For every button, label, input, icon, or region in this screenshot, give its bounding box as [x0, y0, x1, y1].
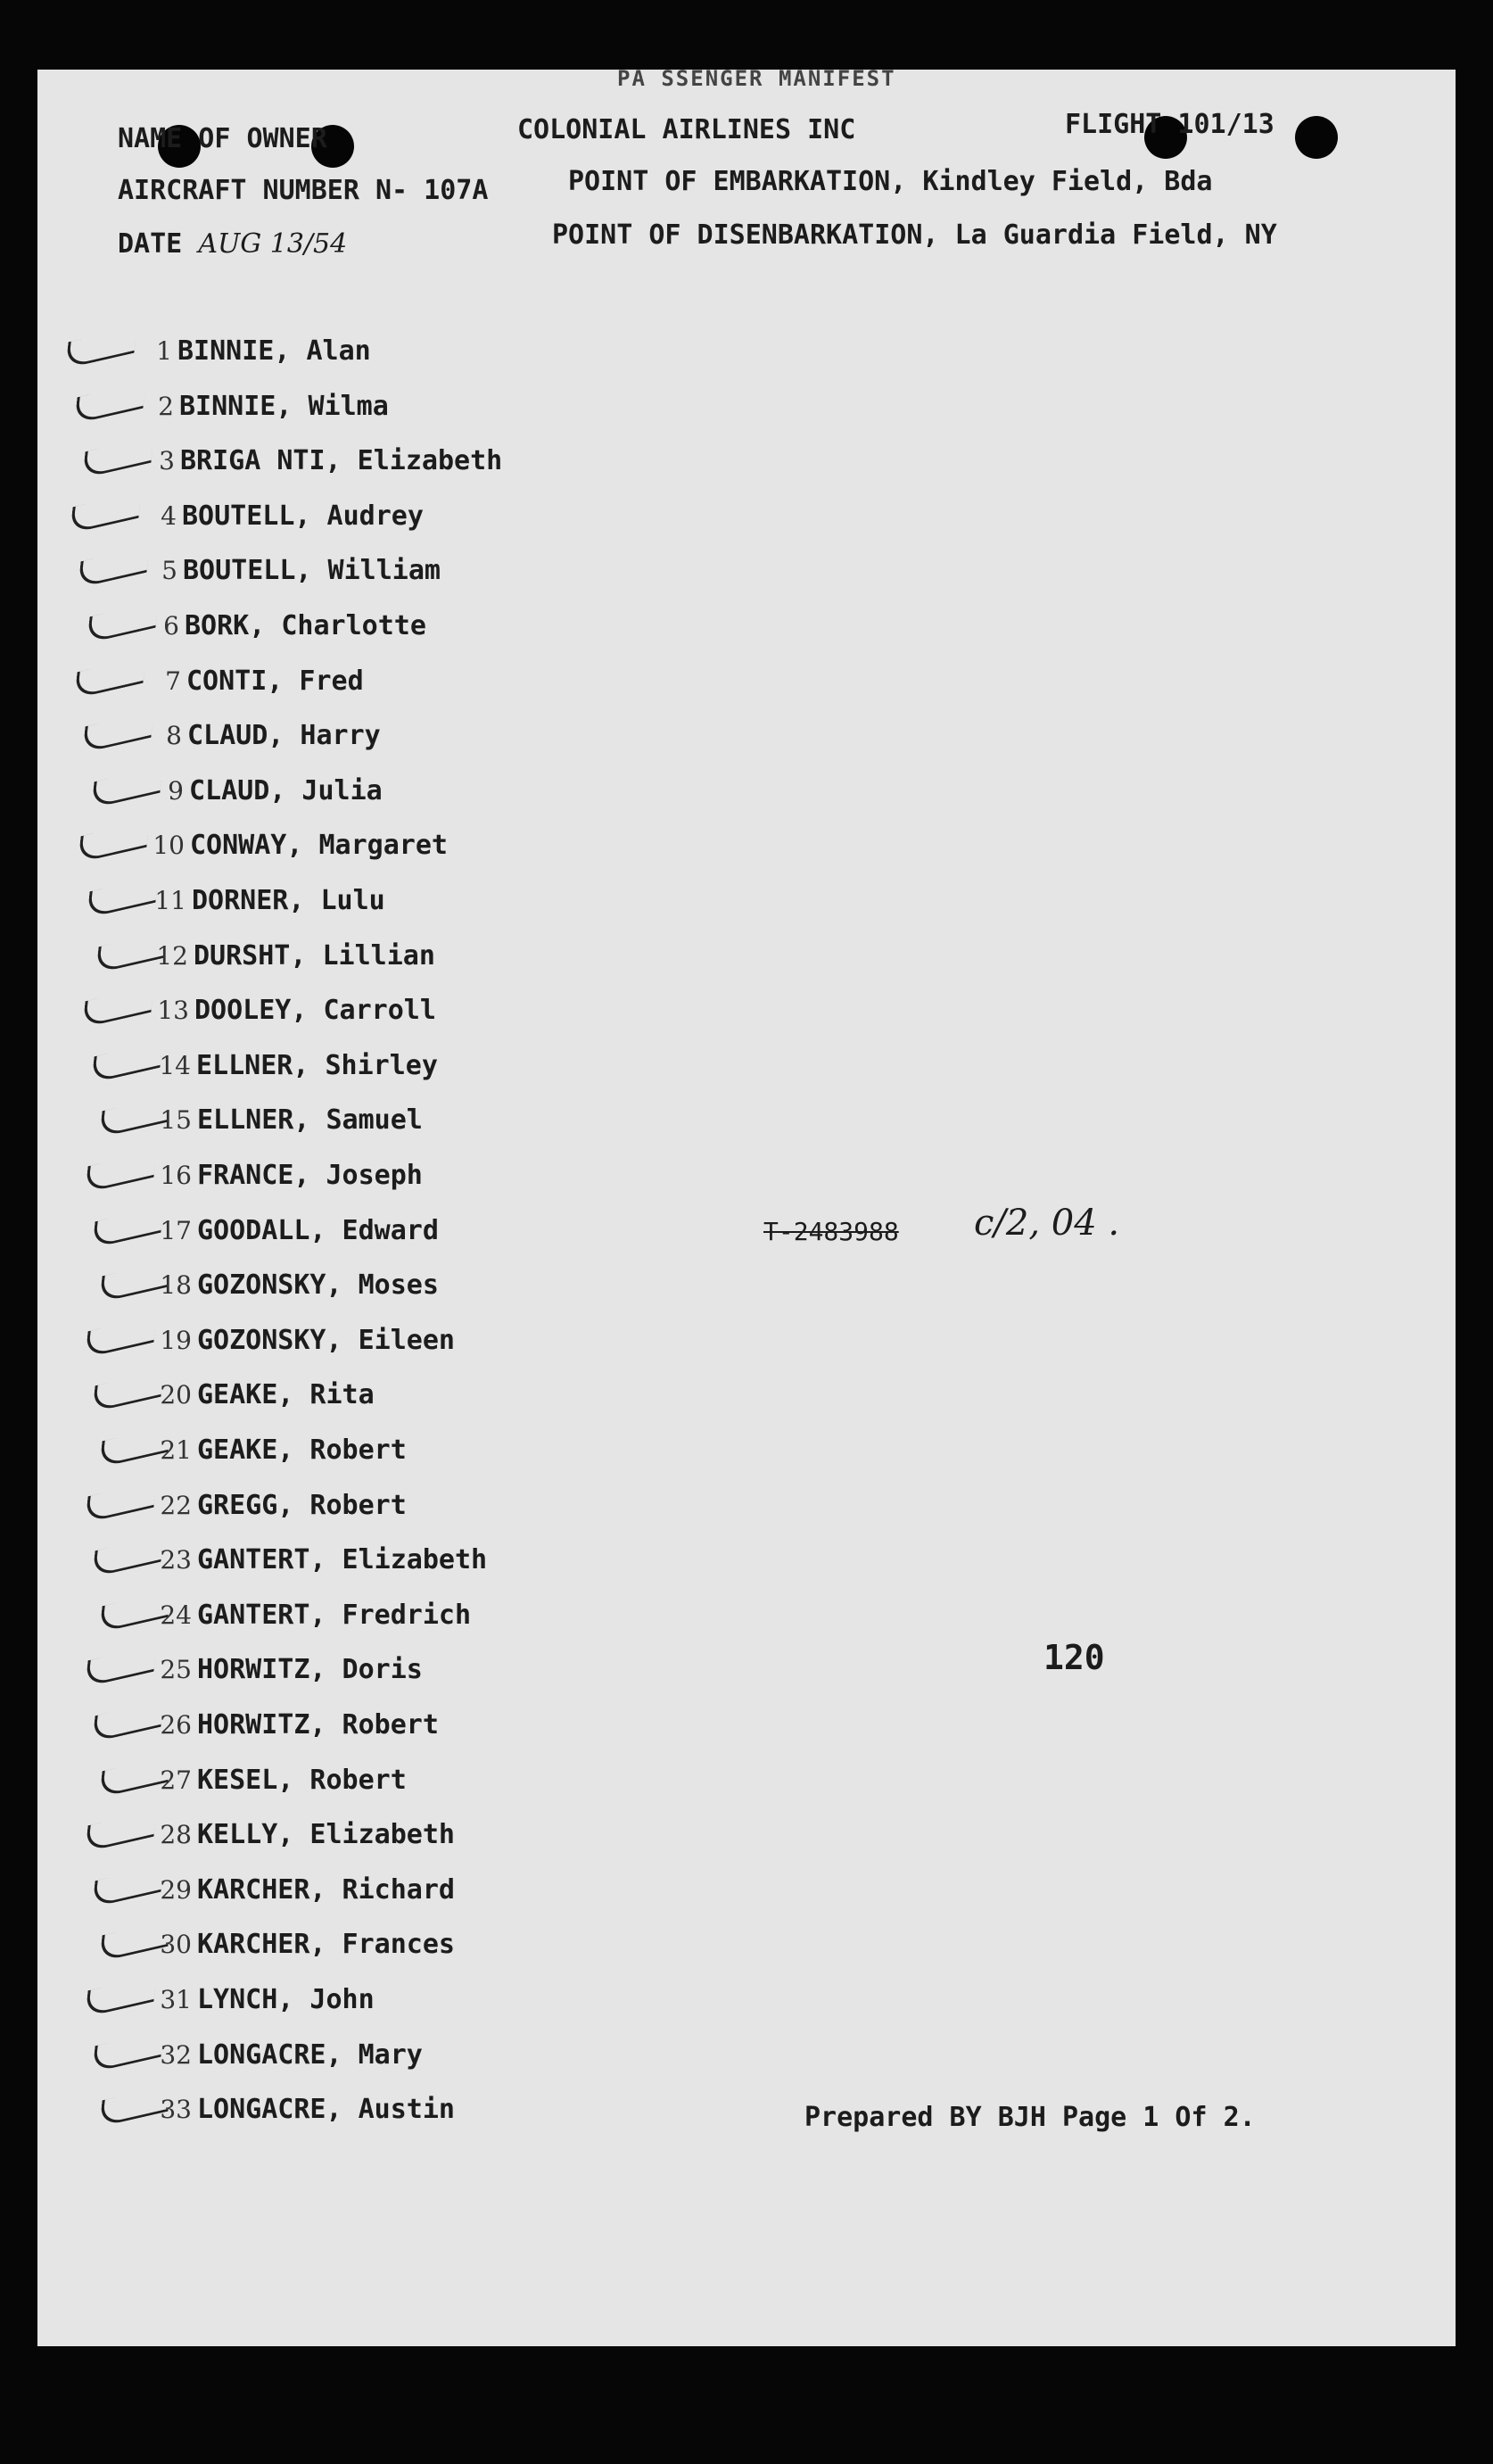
passenger-row	[151, 1160, 423, 1191]
passenger-name: GOODALL, Edward	[197, 1215, 439, 1246]
passenger-number: 11	[154, 886, 186, 915]
passenger-row	[148, 995, 436, 1026]
passenger-row	[151, 1215, 439, 1246]
disembarkation-label: POINT OF DISENBARKATION,	[552, 219, 939, 251]
passenger-name: ELLNER, Shirley	[196, 1050, 438, 1081]
passenger-name: GOZONSKY, Eileen	[197, 1325, 455, 1356]
passenger-row	[141, 720, 381, 751]
passenger-row	[151, 2039, 423, 2071]
passenger-row	[136, 500, 424, 532]
passenger-name: BRIGA NTI, Elizabeth	[180, 445, 503, 476]
embarkation-label: POINT OF EMBARKATION,	[568, 166, 907, 197]
passenger-name: GREGG, Robert	[197, 1490, 407, 1521]
passenger-row	[140, 666, 364, 697]
passenger-name: CONWAY, Margaret	[190, 830, 448, 861]
passenger-row	[136, 555, 441, 586]
passenger-number: 18	[160, 1270, 192, 1300]
passenger-name: LONGACRE, Mary	[197, 2039, 423, 2071]
passenger-number: 14	[159, 1051, 191, 1080]
passenger-number: 8	[166, 721, 182, 750]
aircraft-label: AIRCRAFT NUMBER	[118, 175, 359, 206]
prepared-by-footer: Prepared BY BJH Page 1 Of 2.	[804, 2102, 1256, 2133]
passenger-number: 6	[163, 611, 179, 641]
passenger-name: DURSHT, Lillian	[194, 940, 435, 972]
passenger-number: 3	[159, 446, 175, 475]
passenger-row	[131, 335, 371, 367]
passenger-number: 29	[160, 1875, 192, 1905]
passenger-name: HORWITZ, Robert	[197, 1709, 439, 1741]
checkmark-icon	[65, 327, 137, 369]
passenger-name: GANTERT, Elizabeth	[197, 1544, 488, 1575]
passenger-name: LONGACRE, Austin	[197, 2094, 455, 2125]
passenger-count: 120	[1043, 1638, 1105, 1677]
passenger-name: BOUTELL, William	[183, 555, 441, 586]
embarkation-value: Kindley Field, Bda	[922, 166, 1213, 197]
passenger-number: 23	[160, 1545, 192, 1575]
passenger-row	[151, 1325, 455, 1356]
passenger-row	[138, 610, 426, 641]
passenger-number: 16	[160, 1161, 192, 1190]
manifest-sheet	[37, 66, 1456, 2346]
passenger-row	[145, 885, 385, 916]
passenger-row	[143, 775, 383, 806]
passenger-row	[151, 1709, 439, 1741]
punch-hole-4	[1295, 116, 1338, 159]
passenger-number: 4	[161, 501, 177, 531]
passenger-number: 26	[160, 1710, 192, 1740]
passenger-name: KELLY, Elizabeth	[197, 1819, 455, 1850]
top-strip-title: PA SSENGER MANIFEST	[617, 66, 896, 91]
checkmark-icon	[74, 657, 146, 699]
checkmark-icon	[85, 1810, 157, 1853]
passenger-row	[151, 1874, 455, 1906]
passenger-row	[151, 1544, 487, 1575]
passenger-number: 22	[160, 1491, 192, 1520]
passenger-row	[151, 1269, 439, 1301]
date-label: DATE	[118, 228, 183, 260]
passenger-number: 33	[160, 2095, 192, 2124]
passenger-name: GEAKE, Robert	[197, 1435, 407, 1466]
passenger-number: 13	[157, 996, 189, 1025]
passenger-row	[151, 1765, 407, 1796]
passenger-number: 21	[160, 1435, 192, 1465]
checkmark-icon	[85, 1151, 157, 1194]
disembarkation-value: La Guardia Field, NY	[954, 219, 1277, 251]
passenger-name: LYNCH, John	[197, 1984, 375, 2015]
passenger-number: 30	[160, 1930, 192, 1959]
passenger-number: 15	[160, 1105, 192, 1135]
passenger-row	[151, 1600, 471, 1631]
checkmark-icon	[85, 1975, 157, 2018]
passenger-name: ELLNER, Samuel	[197, 1104, 423, 1136]
checkmark-icon	[85, 1481, 157, 1524]
name-of-owner-label: NAME OF OWNER	[118, 123, 327, 154]
passenger-name: GEAKE, Rita	[197, 1379, 375, 1410]
flight-number: FLIGHT 101/13	[1065, 109, 1274, 140]
passenger-name: KARCHER, Richard	[197, 1874, 455, 1906]
passenger-number: 7	[165, 666, 181, 696]
passenger-number: 27	[160, 1765, 192, 1795]
passenger-row	[151, 1490, 407, 1521]
checkmark-icon	[85, 1316, 157, 1359]
checkmark-icon	[82, 986, 154, 1029]
passenger-name: CLAUD, Harry	[187, 720, 381, 751]
passenger-name: GOZONSKY, Moses	[197, 1269, 439, 1301]
passenger-number: 5	[161, 556, 177, 585]
passenger-row	[151, 1819, 455, 1850]
passenger-name: CLAUD, Julia	[189, 775, 383, 806]
passenger-number: 24	[160, 1600, 192, 1630]
passenger-number: 19	[160, 1326, 192, 1355]
passenger-row	[151, 1984, 375, 2015]
passenger-name: FRANCE, Joseph	[197, 1160, 423, 1191]
passenger-row	[150, 1050, 438, 1081]
checkmark-icon	[85, 1645, 157, 1688]
airline-name: COLONIAL AIRLINES INC	[517, 114, 856, 145]
checkmark-icon	[70, 492, 142, 534]
passenger-row	[147, 940, 435, 972]
passenger-name: BINNIE, Alan	[177, 335, 371, 367]
aircraft-row	[118, 175, 488, 206]
passenger-name: KARCHER, Frances	[197, 1929, 455, 1960]
checkmark-icon	[78, 821, 150, 864]
passenger-number: 9	[168, 776, 184, 806]
passenger-row	[151, 1654, 423, 1685]
aircraft-number: N- 107A	[375, 175, 489, 206]
handwritten-note: c/2, 04 .	[974, 1203, 1120, 1244]
passenger-number: 31	[160, 1985, 192, 2014]
passenger-name: DOOLEY, Carroll	[194, 995, 436, 1026]
passenger-number: 20	[160, 1380, 192, 1410]
passenger-name: BOUTELL, Audrey	[182, 500, 424, 532]
passenger-name: BINNIE, Wilma	[179, 391, 389, 422]
passenger-number: 2	[158, 392, 174, 421]
passenger-number: 17	[160, 1216, 192, 1245]
passenger-row	[151, 1929, 455, 1960]
date-value: AUG 13/54	[198, 228, 348, 260]
passenger-number: 1	[156, 336, 172, 366]
date-row	[118, 228, 347, 260]
passenger-name: DORNER, Lulu	[192, 885, 385, 916]
passenger-number: 28	[160, 1820, 192, 1849]
disembarkation-row	[552, 219, 1277, 251]
passenger-name: GANTERT, Fredrich	[197, 1600, 472, 1631]
passenger-row	[134, 445, 502, 476]
passenger-row	[151, 1435, 407, 1466]
passenger-name: BORK, Charlotte	[185, 610, 426, 641]
embarkation-row	[568, 166, 1212, 197]
passenger-row	[151, 2094, 455, 2125]
passenger-name: HORWITZ, Doris	[197, 1654, 423, 1685]
passenger-row	[133, 391, 389, 422]
passenger-number: 12	[156, 941, 188, 971]
passenger-number: 25	[160, 1655, 192, 1684]
struck-ticket-number: T-2483988	[763, 1217, 899, 1246]
passenger-name: CONTI, Fred	[186, 666, 364, 697]
passenger-number: 10	[153, 831, 185, 860]
passenger-row	[151, 1104, 423, 1136]
passenger-row	[144, 830, 448, 861]
passenger-number: 32	[160, 2040, 192, 2070]
passenger-row	[151, 1379, 375, 1410]
passenger-name: KESEL, Robert	[197, 1765, 407, 1796]
